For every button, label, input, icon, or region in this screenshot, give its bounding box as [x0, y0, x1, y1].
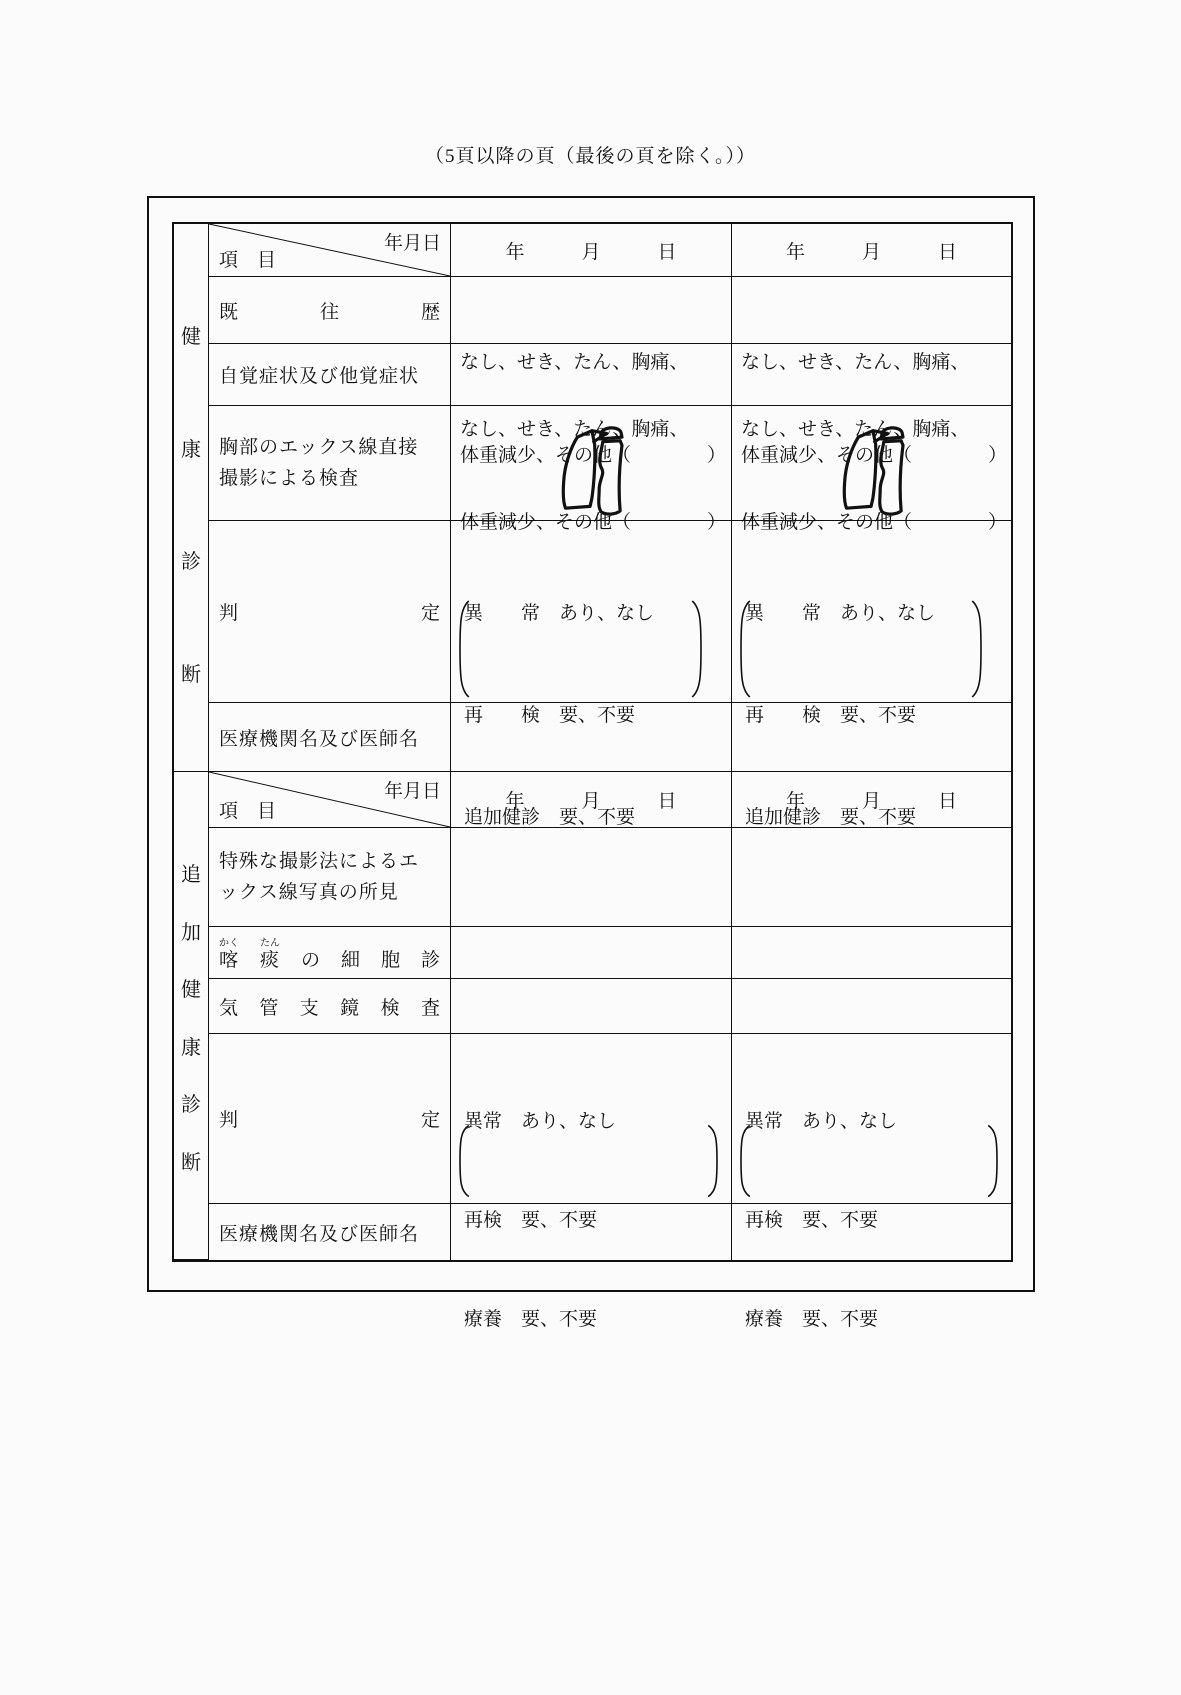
- date-column-header-2[interactable]: 年 月 日: [732, 772, 1011, 828]
- left-parenthesis: [456, 1124, 472, 1198]
- right-parenthesis: [985, 1124, 1001, 1198]
- row-label-institution: 医療機関名及び医師名: [209, 703, 451, 772]
- row-label-chest-xray: 胸部のエックス線直接 撮影による検査: [209, 406, 451, 521]
- special-xray-cell-col1[interactable]: [451, 828, 732, 927]
- symptoms-options-col1: なし、せき、たん、胸痛、 体重減少、その他（ ）: [451, 344, 732, 406]
- row-label-institution: 医療機関名及び医師名: [209, 1204, 451, 1260]
- row-label-history: 既 往 歴: [209, 277, 451, 344]
- judgment-cell-col2[interactable]: 異 常 あり、なし 再 検 要、不要 追加健診 要、不要: [732, 521, 1011, 703]
- judgment-cell-col1[interactable]: 異 常 あり、なし 再 検 要、不要 追加健診 要、不要: [451, 521, 732, 703]
- bronchoscopy-cell-col1[interactable]: [451, 979, 732, 1034]
- left-parenthesis: [456, 599, 472, 699]
- institution-cell-col1[interactable]: [451, 1204, 732, 1260]
- row-label-symptoms: 自覚症状及び他覚症状: [209, 344, 451, 406]
- right-parenthesis: [689, 599, 705, 699]
- section-additional-exam: [174, 772, 1011, 1330]
- judgment-cell-col2[interactable]: 異常 あり、なし 再検 要、不要 療養 要、不要: [732, 1034, 1011, 1204]
- sputum-cell-col1[interactable]: [451, 927, 732, 979]
- right-parenthesis: [705, 1124, 721, 1198]
- row-label-special-xray: 特殊な撮影法によるエ ックス線写真の所見: [209, 828, 451, 927]
- date-column-header-1[interactable]: 年 月 日: [451, 224, 732, 277]
- history-options-col1: なし、せき、たん、胸痛、 体重減少、その他（ ）: [451, 277, 732, 344]
- right-parenthesis: [969, 599, 985, 699]
- section-health-exam: [174, 224, 1011, 828]
- bronchoscopy-cell-col2[interactable]: [732, 979, 1011, 1034]
- corner-item-label: 項 目: [219, 250, 277, 271]
- symptoms-options-col2: なし、せき、たん、胸痛、 体重減少、その他（ ）: [732, 344, 1011, 406]
- page-title: （5頁以降の頁（最後の頁を除く。））: [424, 146, 757, 167]
- lungs-sketch-icon: [550, 421, 632, 517]
- row-label-judgment: 判 定: [209, 1034, 451, 1204]
- lungs-sketch-icon: [831, 421, 913, 517]
- date-column-header-1[interactable]: 年 月 日: [451, 772, 732, 828]
- section-label-additional-exam: 追 加 健 康 診 断: [174, 772, 209, 1260]
- institution-cell-col1[interactable]: [451, 703, 732, 772]
- corner-date-label: 年月日: [383, 781, 441, 802]
- row-label-sputum-cytology: かく 喀 たん 痰 の 細 胞 診: [209, 927, 451, 979]
- furigana: たん: [259, 938, 280, 949]
- row-label-judgment: 判 定: [209, 521, 451, 703]
- sputum-cell-col2[interactable]: [732, 927, 1011, 979]
- left-parenthesis: [737, 599, 753, 699]
- history-options-col2: なし、せき、たん、胸痛、 体重減少、その他（ ）: [732, 277, 1011, 344]
- section-label-health-exam: 健 康 診 断: [174, 224, 209, 772]
- header-corner-cell: [209, 224, 451, 277]
- date-column-header-2[interactable]: 年 月 日: [732, 224, 1011, 277]
- examination-table: [172, 222, 1013, 1330]
- row-label-bronchoscopy: 気 管 支 鏡 検 査: [209, 979, 451, 1034]
- institution-cell-col2[interactable]: [732, 1204, 1011, 1260]
- furigana: かく: [219, 938, 239, 949]
- judgment-cell-col1[interactable]: 異常 あり、なし 再検 要、不要 療養 要、不要: [451, 1034, 732, 1204]
- left-parenthesis: [737, 1124, 753, 1198]
- header-corner-cell: [209, 772, 451, 828]
- corner-date-label: 年月日: [383, 233, 441, 254]
- special-xray-cell-col2[interactable]: [732, 828, 1011, 927]
- chest-xray-cell-col2[interactable]: [732, 406, 1011, 521]
- corner-item-label: 項 目: [219, 801, 277, 822]
- chest-xray-cell-col1[interactable]: [451, 406, 732, 521]
- institution-cell-col2[interactable]: [732, 703, 1011, 772]
